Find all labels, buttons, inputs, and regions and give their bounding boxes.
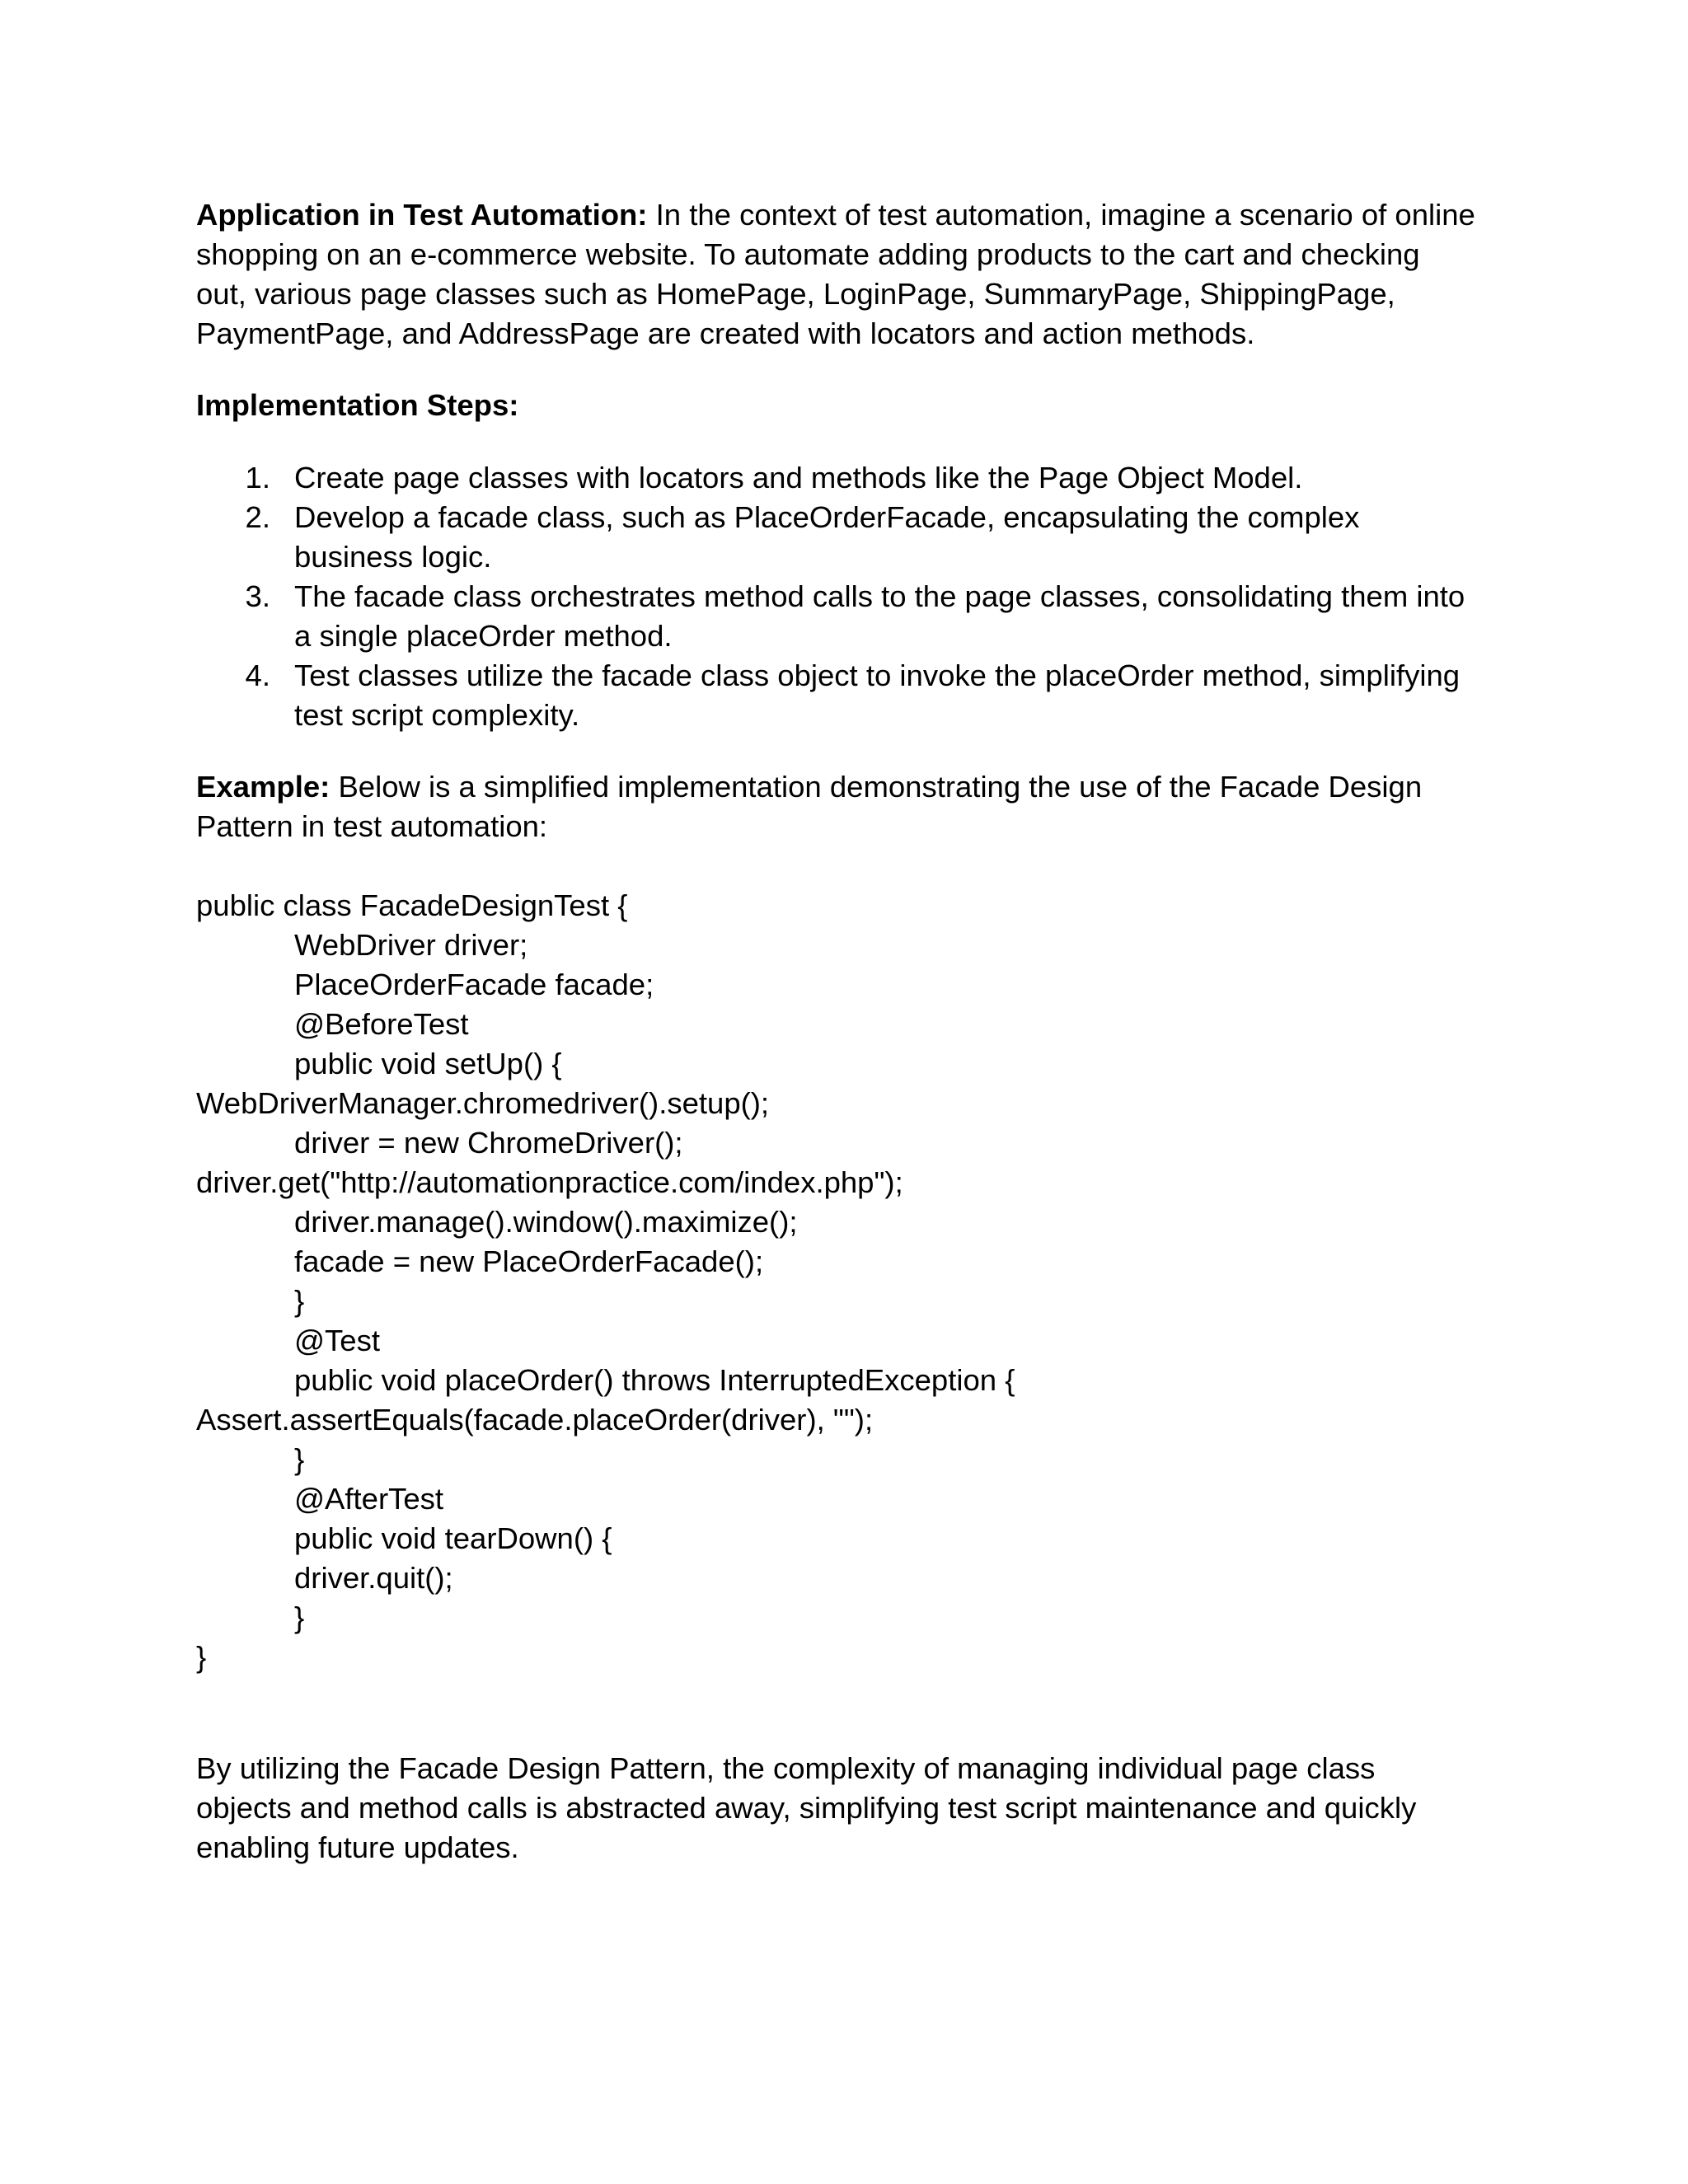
step-4-line-2: test script complexity. <box>294 698 580 732</box>
code-line: driver.get("http://automationpractice.com/index.php"); <box>196 1165 903 1199</box>
steps-heading: Implementation Steps: <box>196 388 519 422</box>
step-2-line-1: Develop a facade class, such as PlaceOrderFacade, encapsulating the complex <box>294 500 1360 534</box>
step-2-line-2: business logic. <box>294 540 492 574</box>
code-line: driver.quit(); <box>294 1561 453 1595</box>
example-text: Below is a simplified implementation demonstrating the use of the Facade Design <box>330 770 1423 804</box>
example-heading: Example: <box>196 770 331 804</box>
code-line: public void tearDown() { <box>294 1521 612 1555</box>
conclusion-line-3: enabling future updates. <box>196 1830 519 1864</box>
intro-line-3: out, various page classes such as HomePage, LoginPage, SummaryPage, ShippingPage, <box>196 277 1395 311</box>
code-line: driver.manage().window().maximize(); <box>294 1205 798 1239</box>
intro-line-1 <box>196 200 1475 231</box>
code-line: driver = new ChromeDriver(); <box>294 1126 683 1160</box>
code-line: PlaceOrderFacade facade; <box>294 968 654 1001</box>
conclusion-line-1: By utilizing the Facade Design Pattern, the complexity of managing individual page class <box>196 1751 1376 1785</box>
code-line: facade = new PlaceOrderFacade(); <box>294 1244 764 1278</box>
code-line: @Test <box>294 1324 380 1357</box>
step-3-number: 3. <box>245 579 270 613</box>
step-4-line-1: Test classes utilize the facade class object to invoke the placeOrder method, simplifying <box>294 658 1461 692</box>
code-line: public class FacadeDesignTest { <box>196 888 628 922</box>
intro-line-4: PaymentPage, and AddressPage are created with locators and action methods. <box>196 316 1255 350</box>
code-line: } <box>294 1284 305 1318</box>
code-line: public void placeOrder() throws InterruptedException { <box>294 1363 1015 1397</box>
code-line: WebDriverManager.chromedriver().setup(); <box>196 1086 770 1120</box>
step-2-number: 2. <box>245 500 270 534</box>
code-line: } <box>294 1601 305 1634</box>
intro-line-2: shopping on an e-commerce website. To automate adding products to the cart and checking <box>196 237 1420 271</box>
step-1-line-1: Create page classes with locators and methods like the Page Object Model. <box>294 461 1303 494</box>
code-line: @BeforeTest <box>294 1007 469 1041</box>
code-line: Assert.assertEquals(facade.placeOrder(driver), ""); <box>196 1403 874 1436</box>
code-line: } <box>294 1442 305 1476</box>
code-line: } <box>196 1640 207 1674</box>
code-line: @AfterTest <box>294 1482 444 1516</box>
example-line-2: Pattern in test automation: <box>196 809 548 843</box>
intro-heading: Application in Test Automation: <box>196 198 648 232</box>
example-line-1 <box>196 772 1422 803</box>
step-3-line-1: The facade class orchestrates method calls to the page classes, consolidating them into <box>294 579 1465 613</box>
step-3-line-2: a single placeOrder method. <box>294 619 673 653</box>
step-1-number: 1. <box>245 461 270 494</box>
intro-text: In the context of test automation, imagine a scenario of online <box>647 198 1475 232</box>
conclusion-line-2: objects and method calls is abstracted away, simplifying test script maintenance and quickly <box>196 1791 1417 1825</box>
code-line: WebDriver driver; <box>294 928 528 962</box>
step-4-number: 4. <box>245 658 270 692</box>
code-line: public void setUp() { <box>294 1047 562 1080</box>
